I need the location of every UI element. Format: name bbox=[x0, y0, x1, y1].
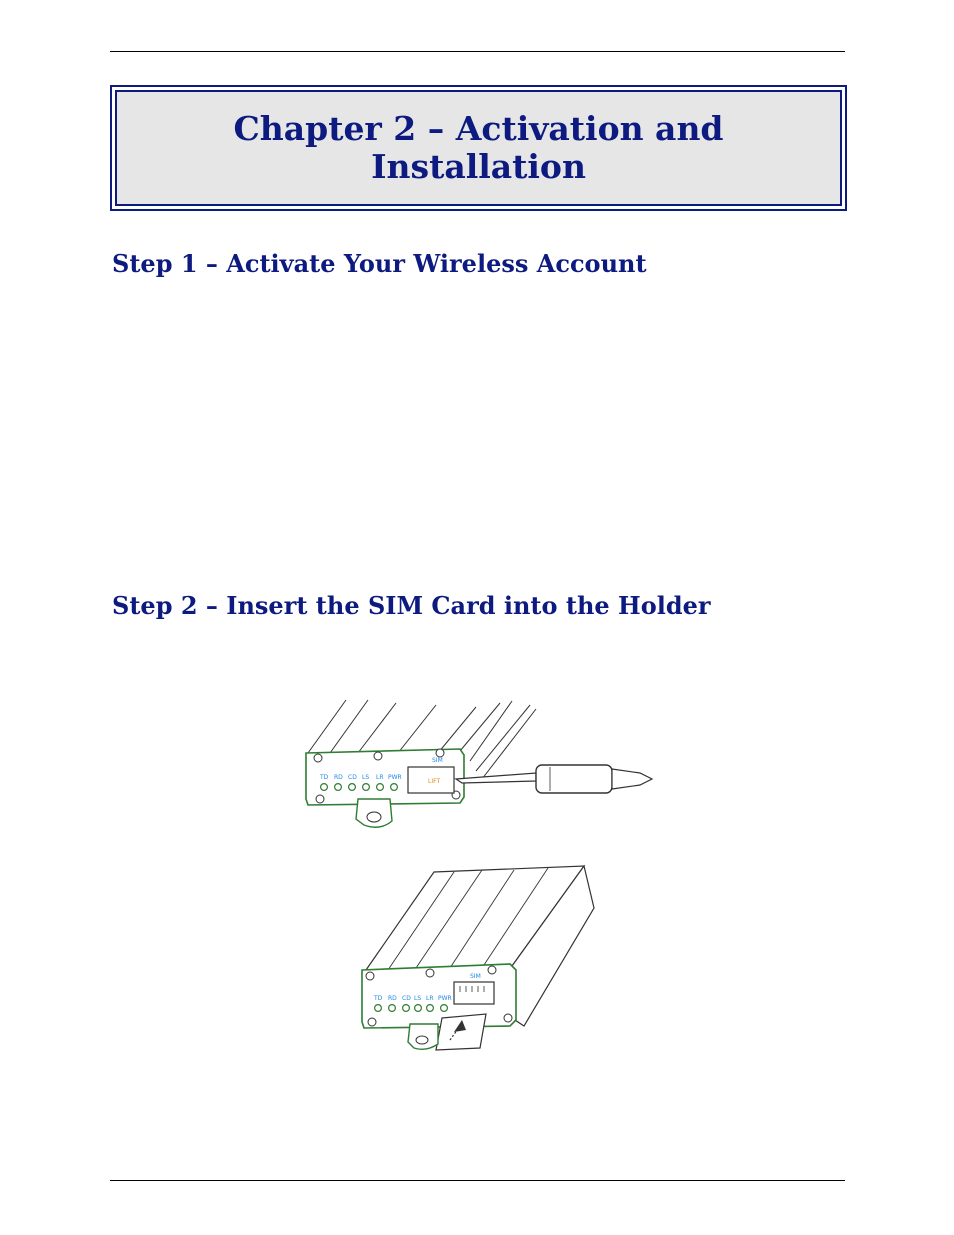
fig1-led-label-td: TD bbox=[320, 774, 329, 781]
fig2-sim-label: SIM bbox=[470, 973, 481, 980]
footer-rule bbox=[110, 1180, 845, 1181]
step-1-heading: Step 1 – Activate Your Wireless Account bbox=[112, 249, 647, 278]
header-rule bbox=[110, 51, 845, 52]
fig1-led-label-cd: CD bbox=[348, 774, 357, 781]
fig1-led-label-lr: LR bbox=[376, 774, 384, 781]
sim-cover-removal-drawing bbox=[300, 695, 660, 835]
fig2-led-label-rd: RD bbox=[388, 995, 397, 1002]
chapter-title: Chapter 2 – Activation and Installation bbox=[233, 109, 724, 186]
sim-card-insertion-illustration bbox=[358, 858, 598, 1058]
step-2-heading: Step 2 – Insert the SIM Card into the Holder bbox=[112, 591, 711, 620]
fig1-lift-label: LIFT bbox=[428, 778, 441, 785]
fig1-led-label-rd: RD bbox=[334, 774, 343, 781]
sim-cover-removal-illustration bbox=[300, 695, 660, 835]
chapter-title-inner bbox=[115, 90, 842, 206]
chapter-title-box bbox=[110, 85, 847, 211]
fig2-led-label-ls: LS bbox=[414, 995, 422, 1002]
fig2-led-label-lr: LR bbox=[426, 995, 434, 1002]
fig2-led-label-cd: CD bbox=[402, 995, 411, 1002]
fig2-led-label-pwr: PWR bbox=[438, 995, 452, 1002]
sim-card-insertion-drawing bbox=[358, 858, 598, 1058]
fig1-sim-label: SIM bbox=[432, 757, 443, 764]
fig1-led-label-pwr: PWR bbox=[388, 774, 402, 781]
fig2-led-label-td: TD bbox=[374, 995, 383, 1002]
fig1-led-label-ls: LS bbox=[362, 774, 370, 781]
